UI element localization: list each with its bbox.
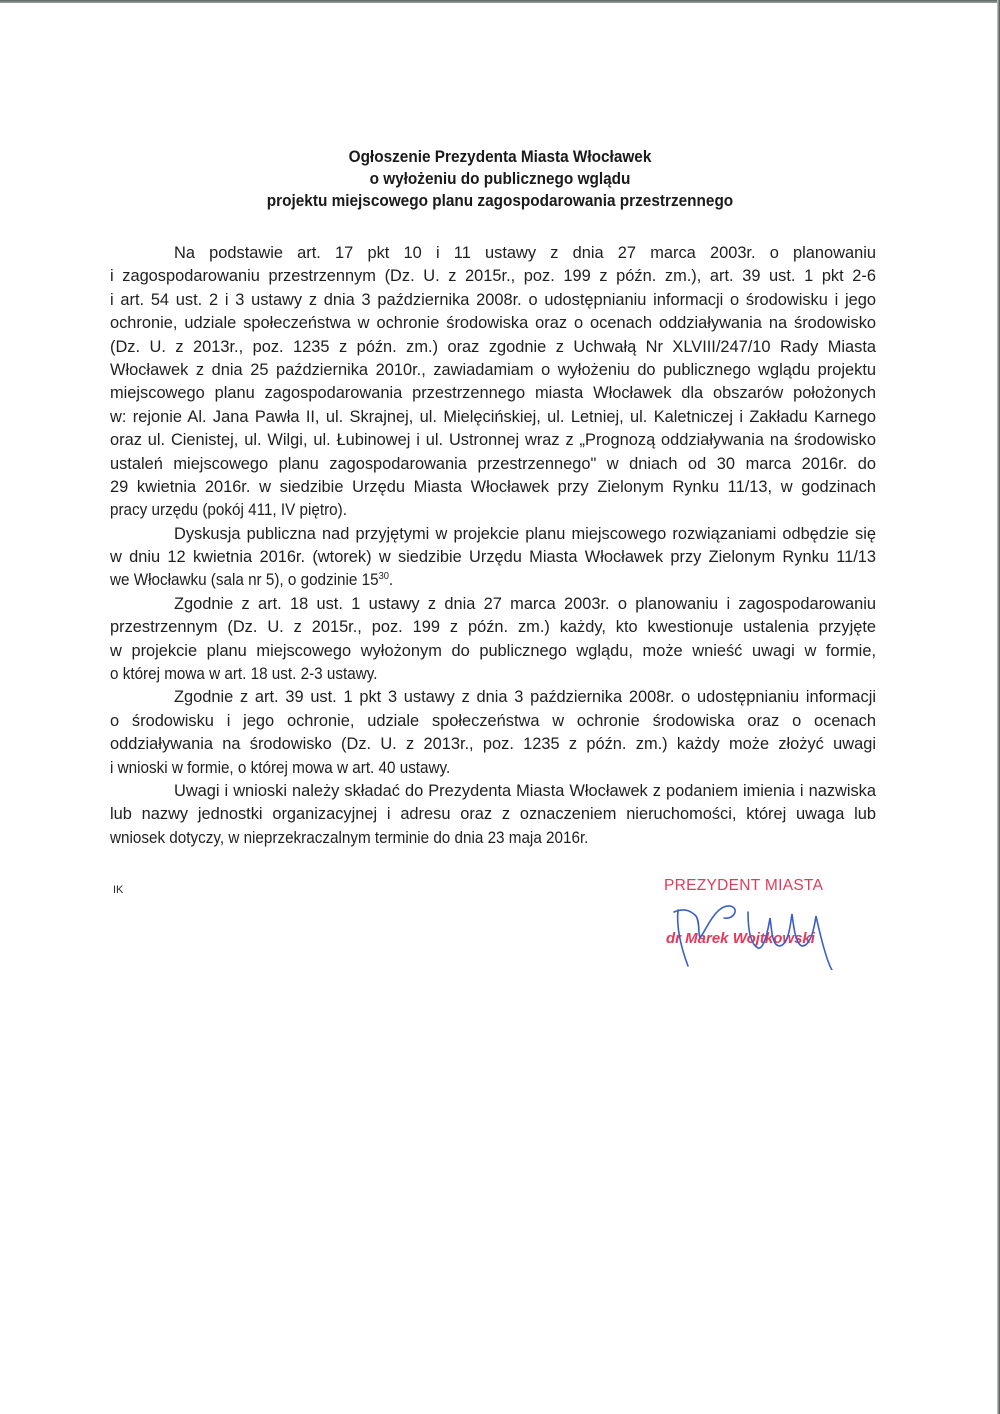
signature-stroke-1 [674,906,735,966]
text-line: (Dz. U. z 2013r., poz. 1235 z późn. zm.) oraz zgodnie z Uchwałą Nr XLVIII/247/10 Rady Miasta [110,337,876,356]
text-line: ochronie, udziale społeczeństwa w ochronie środowiska oraz o ocenach oddziaływania na środowisko [110,314,876,333]
title-line-1: Ogłoszenie Prezydenta Miasta Włocławek [348,148,652,166]
handwritten-signature [660,890,860,970]
text-line: 29 kwietnia 2016r. w siedzibie Urzędu Miasta Włocławek przy Zielonym Rynku 11/13, w godzinach [110,477,876,496]
paragraph-art-18 [110,593,876,687]
author-initials: IK [113,884,124,896]
text-line: miejscowego planu zagospodarowania przestrzennego miasta Włocławek dla obszarów położonych [110,384,876,403]
scan-edge-top [0,0,1000,3]
text-line: Włocławek z dnia 25 października 2010r., zawiadamiam o wyłożeniu do publicznego wglądu projektu [110,360,876,379]
text-line: o której mowa w art. 18 ust. 2-3 ustawy. [110,665,378,684]
title-line-2: o wyłożeniu do publicznego wglądu [369,170,631,188]
time-suffix: . [388,571,394,590]
paragraph-legal-basis [110,242,876,523]
text-line: Uwagi i wnioski należy składać do Prezydenta Miasta Włocławek z podaniem imienia i nazwiska [174,781,876,800]
text-line: wniosek dotyczy, w nieprzekraczalnym terminie do dnia 23 maja 2016r. [110,828,589,847]
text-line: i zagospodarowaniu przestrzennym (Dz. U. z 2015r., poz. 199 z późn. zm.), art. 39 ust. 1 pkt 2-6 [110,267,876,286]
document-body [110,242,876,850]
paragraph-public-discussion [110,523,876,593]
text-line-time [110,569,876,592]
text-line: ustaleń miejscowego planu zagospodarowania przestrzennego" w dniach od 30 marca 2016r. do [110,454,876,473]
signature-stroke-2 [748,912,832,970]
text-line: w projekcie planu miejscowego wyłożonym do publicznego wglądu, może wnieść uwagi w formie, [110,641,876,660]
title-line-3: projektu miejscowego planu zagospodarowania przestrzennego [266,192,734,210]
time-superscript: 30 [378,571,389,583]
text-line: Na podstawie art. 17 pkt 10 i 11 ustawy z dnia 27 marca 2003r. o planowaniu [174,244,876,262]
text-line: lub nazwy jednostki organizacyjnej i adresu oraz z oznaczeniem nieruchomości, której uwaga lub [110,805,876,824]
text-line: o środowisku i jego ochronie, udziale społeczeństwa w ochronie środowiska oraz o ocenach [110,711,876,730]
president-stamp [660,872,860,972]
text-line: Dyskusja publiczna nad przyjętymi w projekcie planu miejscowego rozwiązaniami odbędzie się [174,524,876,543]
text-line: przestrzennym (Dz. U. z 2015r., poz. 199 z późn. zm.) każdy, kto kwestionuje ustalenia przyjęte [110,618,876,637]
stamp-name: dr Marek Wojtkowski [666,930,815,947]
document-title [175,146,826,212]
text-line: Zgodnie z art. 18 ust. 1 ustawy z dnia 27 marca 2003r. o planowaniu i zagospodarowaniu [174,594,876,613]
text-line: pracy urzędu (pokój 411, IV piętro). [110,501,347,520]
text-line: w: rejonie Al. Jana Pawła II, ul. Skrajnej, ul. Mielęcińskiej, ul. Letniej, ul. Kaletniczej i Zakładu Karnego [110,407,876,426]
paragraph-submission-deadline [110,780,876,850]
text-line: i art. 54 ust. 2 i 3 ustawy z dnia 3 października 2008r. o udostępnianiu informacji o środowisku i jego [110,290,876,309]
stamp-title: PREZYDENT MIASTA [664,877,824,894]
text-line: i wnioski w formie, o której mowa w art. 40 ustawy. [110,758,451,777]
text-line: Zgodnie z art. 39 ust. 1 pkt 3 ustawy z dnia 3 października 2008r. o udostępnianiu informacji [174,688,876,707]
time-text: we Włocławku (sala nr 5), o godzinie 15 [110,571,379,590]
text-line: oraz ul. Cienistej, ul. Wilgi, ul. Łubinowej i ul. Ustronnej wraz z „Prognozą oddziaływania na środowisko [110,431,876,450]
text-line: w dniu 12 kwietnia 2016r. (wtorek) w siedzibie Urzędu Miasta Włocławek przy Zielonym Rynku 11/13 [110,548,876,567]
text-line: oddziaływania na środowisko (Dz. U. z 2013r., poz. 1235 z późn. zm.) każdy może złożyć uwagi [110,735,876,754]
paragraph-art-39 [110,686,876,780]
